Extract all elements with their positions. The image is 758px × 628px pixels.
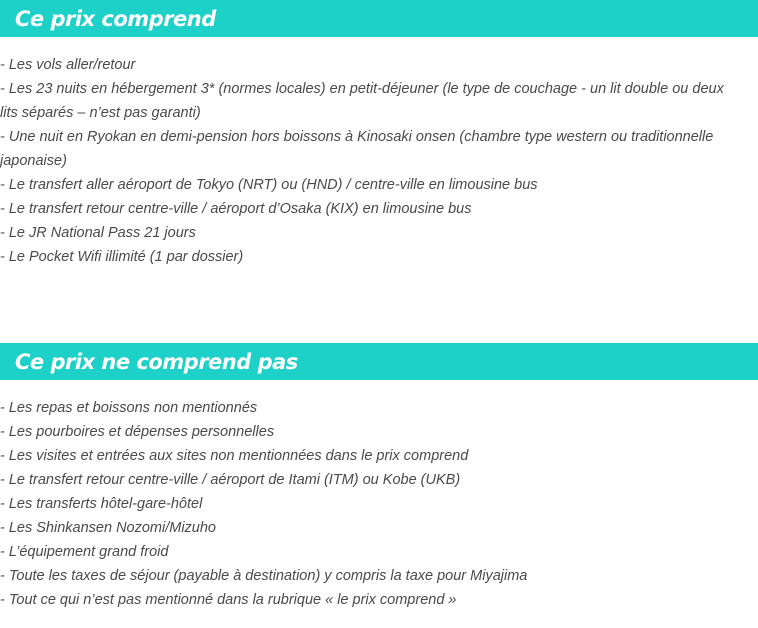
list-item: - Les Shinkansen Nozomi/Mizuho xyxy=(0,520,216,536)
list-item: - Le JR National Pass 21 jours xyxy=(0,225,196,241)
list-item: - Les visites et entrées aux sites non mentionnées dans le prix comprend xyxy=(0,448,469,464)
list-item: - Le transfert retour centre-ville / aéroport d’Osaka (KIX) en limousine bus xyxy=(0,201,472,217)
excludes-section-title: Ce prix ne comprend pas xyxy=(15,349,298,374)
list-item: - Les pourboires et dépenses personnelles xyxy=(0,424,275,440)
list-item: - Les 23 nuits en hébergement 3* (normes locales) en petit-déjeuner (le type de couchage - un lit double ou deux lits séparés – n’est pas garanti) xyxy=(0,81,724,121)
list-item: - Les vols aller/retour xyxy=(0,57,136,73)
includes-list xyxy=(0,53,740,269)
list-item: - Le transfert retour centre-ville / aéroport de Itami (ITM) ou Kobe (UKB) xyxy=(0,472,461,488)
list-item: - Les transferts hôtel-gare-hôtel xyxy=(0,496,203,512)
list-item: - Toute les taxes de séjour (payable à destination) y compris la taxe pour Miyajima xyxy=(0,568,528,584)
list-item: - Les repas et boissons non mentionnés xyxy=(0,400,258,416)
includes-section-header xyxy=(0,0,758,37)
list-item: - Le Pocket Wifi illimité (1 par dossier) xyxy=(0,249,244,265)
excludes-section-header xyxy=(0,343,758,380)
list-item: - Tout ce qui n’est pas mentionné dans la rubrique « le prix comprend » xyxy=(0,592,457,608)
list-item: - L’équipement grand froid xyxy=(0,544,169,560)
list-item: - Une nuit en Ryokan en demi-pension hors boissons à Kinosaki onsen (chambre type western ou traditionnelle japonaise) xyxy=(0,129,714,169)
excludes-list xyxy=(0,396,740,612)
includes-section-title: Ce prix comprend xyxy=(15,6,216,31)
list-item: - Le transfert aller aéroport de Tokyo (NRT) ou (HND) / centre-ville en limousine bus xyxy=(0,177,538,193)
